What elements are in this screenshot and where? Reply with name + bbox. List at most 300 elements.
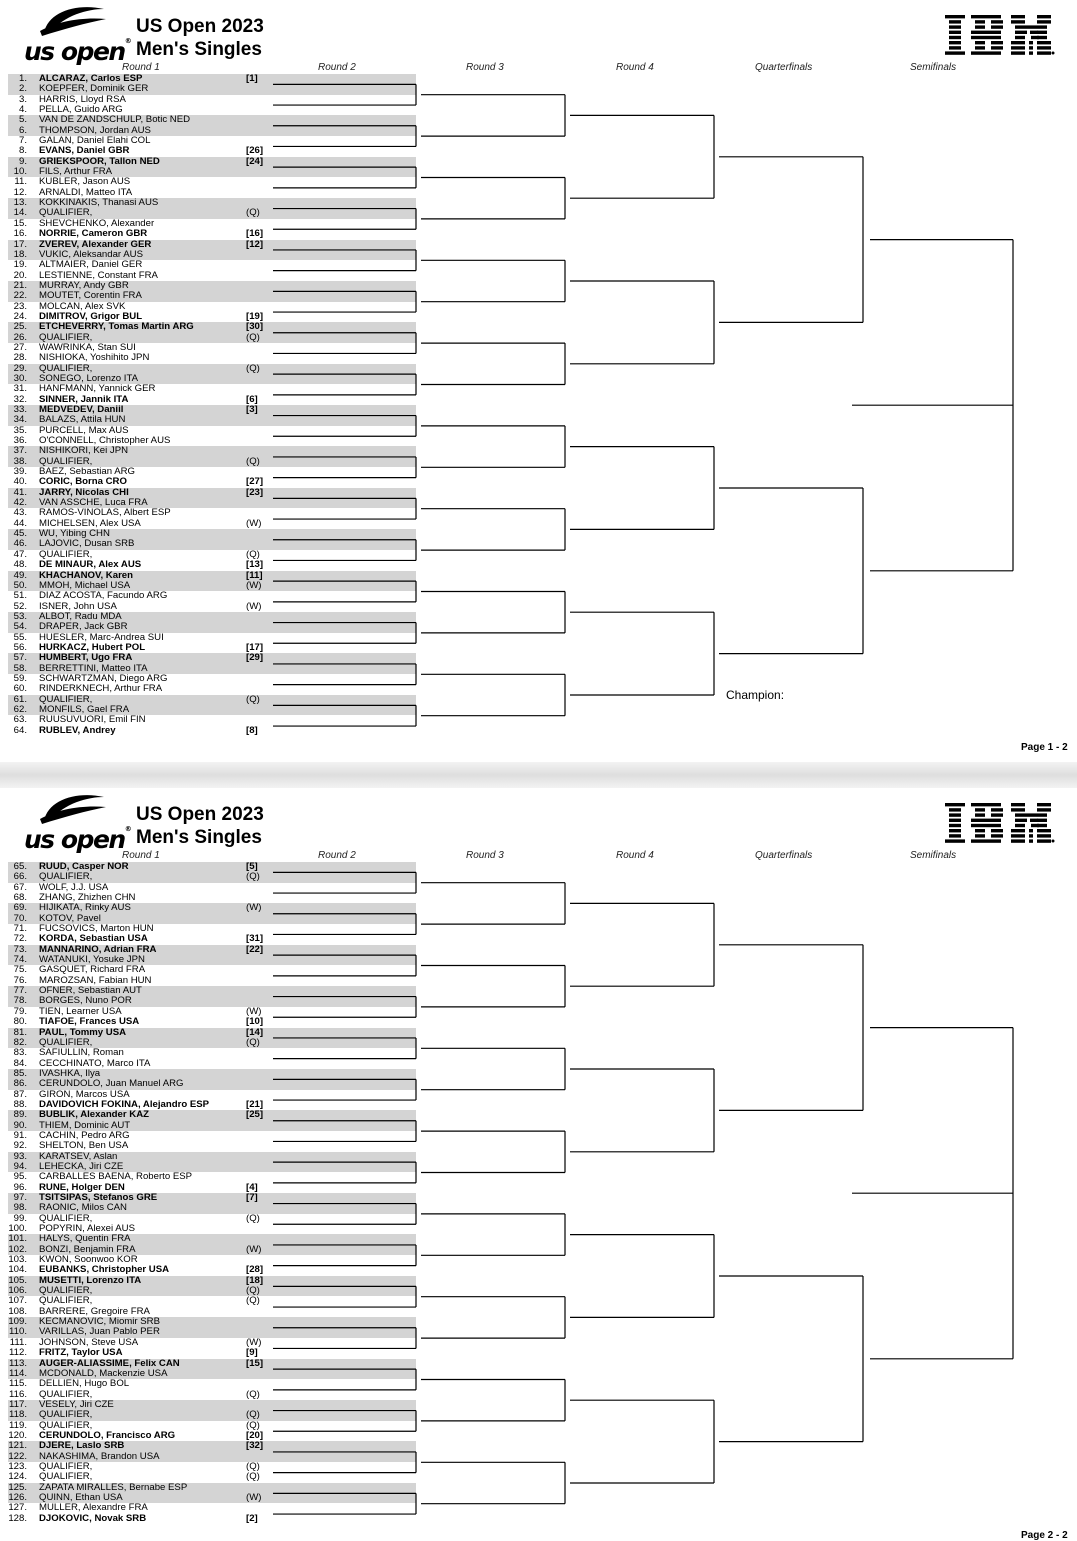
player-name: KHACHANOV, Karen bbox=[39, 569, 134, 581]
round-label-r4: Round 4 bbox=[616, 850, 654, 861]
player-num: 19. bbox=[13, 259, 27, 271]
player-num: 24. bbox=[13, 310, 27, 322]
player-num: 88. bbox=[13, 1098, 27, 1110]
player-num: 113. bbox=[9, 1357, 27, 1369]
player-seed: [7] bbox=[246, 1192, 258, 1203]
player-seed: (W) bbox=[246, 1336, 262, 1348]
player-seed: (Q) bbox=[246, 1036, 260, 1048]
player-name: HUMBERT, Ugo FRA bbox=[39, 652, 133, 664]
player-name: MONFILS, Gael FRA bbox=[39, 703, 130, 715]
player-name: VAN DE ZANDSCHULP, Botic NED bbox=[39, 114, 191, 126]
player-name: DAVIDOVICH FOKINA, Alejandro ESP bbox=[39, 1098, 210, 1110]
player-num: 91. bbox=[13, 1129, 27, 1141]
player-name: LESTIENNE, Constant FRA bbox=[39, 269, 158, 281]
player-seed: [1] bbox=[246, 73, 258, 84]
player-name: PAUL, Tommy USA bbox=[39, 1026, 127, 1038]
player-name: BARRERE, Gregoire FRA bbox=[39, 1305, 150, 1317]
page-number: Page 1 - 2 bbox=[1021, 742, 1068, 753]
player-num: 123. bbox=[8, 1460, 27, 1472]
player-name: RINDERKNECH, Arthur FRA bbox=[39, 683, 163, 695]
player-seed: [26] bbox=[246, 145, 264, 157]
player-name: KOTOV, Pavel bbox=[39, 912, 101, 924]
player-name: GIRON, Marcos USA bbox=[39, 1088, 130, 1100]
player-num: 128. bbox=[8, 1512, 27, 1524]
player-seed: (Q) bbox=[246, 548, 260, 560]
player-seed: [17] bbox=[246, 641, 264, 653]
player-name: BAEZ, Sebastian ARG bbox=[39, 466, 135, 478]
player-name: RAONIC, Milos CAN bbox=[39, 1202, 127, 1214]
player-num: 85. bbox=[13, 1067, 27, 1079]
player-name: TIEN, Learner USA bbox=[39, 1005, 122, 1017]
player-name: WAWRINKA, Stan SUI bbox=[39, 341, 136, 353]
player-name: GASQUET, Richard FRA bbox=[39, 964, 146, 976]
player-num: 41. bbox=[13, 486, 27, 498]
player-name: WOLF, J.J. USA bbox=[39, 881, 109, 893]
player-num: 112. bbox=[9, 1347, 27, 1359]
player-num: 122. bbox=[8, 1450, 27, 1462]
player-name: KORDA, Sebastian USA bbox=[39, 933, 148, 945]
player-num: 78. bbox=[13, 995, 27, 1007]
player-name: QUALIFIER, bbox=[39, 362, 93, 374]
player-seed: (W) bbox=[246, 902, 262, 914]
player-seed: [27] bbox=[246, 476, 264, 488]
player-seed: (Q) bbox=[246, 207, 260, 219]
player-num: 87. bbox=[13, 1088, 27, 1100]
player-name: NISHIOKA, Yoshihito JPN bbox=[39, 352, 150, 364]
player-num: 39. bbox=[13, 466, 27, 478]
player-num: 34. bbox=[13, 414, 27, 426]
player-num: 26. bbox=[13, 331, 27, 343]
player-num: 35. bbox=[13, 424, 27, 436]
player-name: KOEPFER, Dominik GER bbox=[39, 83, 149, 95]
player-name: QUALIFIER, bbox=[39, 207, 93, 219]
player-num: 101. bbox=[8, 1233, 27, 1245]
player-num: 93. bbox=[13, 1150, 27, 1162]
player-num: 59. bbox=[13, 672, 27, 684]
player-seed: [21] bbox=[246, 1098, 264, 1110]
player-seed: [30] bbox=[246, 321, 264, 333]
player-num: 86. bbox=[13, 1078, 27, 1090]
player-name: ARNALDI, Matteo ITA bbox=[39, 186, 133, 198]
player-num: 83. bbox=[13, 1047, 27, 1059]
player-num: 103. bbox=[8, 1254, 27, 1266]
player-name: MURRAY, Andy GBR bbox=[39, 279, 129, 291]
player-name: MOLCAN, Alex SVK bbox=[39, 300, 126, 312]
round-label-r3: Round 3 bbox=[466, 62, 504, 73]
player-seed: [10] bbox=[246, 1016, 264, 1028]
player-name: QUALIFIER, bbox=[39, 331, 93, 343]
player-seed: (Q) bbox=[246, 1419, 260, 1431]
player-name: EUBANKS, Christopher USA bbox=[39, 1264, 170, 1276]
player-seed: [13] bbox=[246, 559, 264, 571]
player-name: MMOH, Michael USA bbox=[39, 579, 131, 591]
player-num: 31. bbox=[13, 383, 27, 395]
player-name: SAFIULLIN, Roman bbox=[39, 1047, 124, 1059]
round-label-r2: Round 2 bbox=[318, 62, 356, 73]
player-num: 58. bbox=[13, 662, 27, 674]
player-seed: (Q) bbox=[246, 331, 260, 343]
player-seed: (W) bbox=[246, 600, 262, 612]
player-name: QUALIFIER, bbox=[39, 1460, 93, 1472]
player-num: 68. bbox=[13, 892, 27, 904]
player-name: MANNARINO, Adrian FRA bbox=[39, 943, 157, 955]
player-num: 37. bbox=[13, 445, 27, 457]
player-num: 8. bbox=[18, 145, 27, 157]
player-num: 22. bbox=[13, 290, 27, 302]
player-name: WATANUKI, Yosuke JPN bbox=[39, 954, 145, 966]
player-num: 100. bbox=[8, 1223, 27, 1235]
player-num: 84. bbox=[13, 1057, 27, 1069]
player-seed: [23] bbox=[246, 486, 264, 498]
player-name: ALTMAIER, Daniel GER bbox=[39, 259, 143, 271]
player-name: RUNE, Holger DEN bbox=[39, 1181, 125, 1193]
player-num: 44. bbox=[13, 517, 27, 529]
player-num: 95. bbox=[13, 1171, 27, 1183]
player-name: TIAFOE, Frances USA bbox=[39, 1016, 140, 1028]
player-seed: (Q) bbox=[246, 1460, 260, 1472]
draw-title: US Open 2023 bbox=[136, 804, 264, 825]
player-name: QUALIFIER, bbox=[39, 1295, 93, 1307]
player-num: 106. bbox=[8, 1285, 27, 1297]
player-name: HANFMANN, Yannick GER bbox=[39, 383, 156, 395]
player-seed: (Q) bbox=[246, 1388, 260, 1400]
player-num: 40. bbox=[13, 476, 27, 488]
player-name: IVASHKA, Ilya bbox=[39, 1067, 101, 1079]
round-label-r1: Round 1 bbox=[122, 850, 160, 861]
player-name: NAKASHIMA, Brandon USA bbox=[39, 1450, 160, 1462]
player-num: 98. bbox=[13, 1202, 27, 1214]
player-name: ETCHEVERRY, Tomas Martin ARG bbox=[39, 321, 194, 333]
player-name: MULLER, Alexandre FRA bbox=[39, 1502, 148, 1514]
player-num: 43. bbox=[13, 507, 27, 519]
player-num: 54. bbox=[13, 621, 27, 633]
player-seed: [6] bbox=[246, 393, 258, 405]
player-name: POPYRIN, Alexei AUS bbox=[39, 1223, 135, 1235]
player-num: 114. bbox=[9, 1367, 27, 1379]
round-label-r1: Round 1 bbox=[122, 62, 160, 73]
player-seed: [31] bbox=[246, 933, 264, 945]
player-name: SHELTON, Ben USA bbox=[39, 1140, 129, 1152]
player-seed: [8] bbox=[246, 724, 258, 736]
player-num: 32. bbox=[13, 393, 27, 405]
player-num: 11. bbox=[14, 176, 27, 188]
player-num: 121. bbox=[8, 1440, 27, 1452]
round-label-qf: Quarterfinals bbox=[755, 850, 813, 861]
draw-page-2 bbox=[0, 788, 1077, 1541]
player-seed: [25] bbox=[246, 1109, 264, 1121]
player-name: DJERE, Laslo SRB bbox=[39, 1440, 125, 1452]
player-name: QUALIFIER, bbox=[39, 1212, 93, 1224]
player-name: DIAZ ACOSTA, Facundo ARG bbox=[39, 590, 168, 602]
player-num: 60. bbox=[13, 683, 27, 695]
player-name: QUALIFIER, bbox=[39, 548, 93, 560]
player-name: PURCELL, Max AUS bbox=[39, 424, 129, 436]
player-seed: [4] bbox=[246, 1181, 258, 1193]
page-separator bbox=[0, 762, 1077, 788]
player-name: TSITSIPAS, Stefanos GRE bbox=[39, 1192, 158, 1203]
player-seed: (W) bbox=[246, 517, 262, 529]
player-num: 50. bbox=[13, 579, 27, 591]
player-num: 66. bbox=[13, 871, 27, 883]
player-name: GALAN, Daniel Elahi COL bbox=[39, 135, 151, 147]
player-seed: [11] bbox=[246, 569, 263, 581]
player-num: 64. bbox=[13, 724, 27, 736]
player-seed: [15] bbox=[246, 1357, 264, 1369]
page-number: Page 2 - 2 bbox=[1021, 1530, 1068, 1541]
player-name: ZAPATA MIRALLES, Bernabe ESP bbox=[39, 1481, 188, 1493]
bracket-lines bbox=[0, 0, 1077, 762]
player-name: HUESLER, Marc-Andrea SUI bbox=[39, 631, 164, 643]
player-name: VAN ASSCHE, Luca FRA bbox=[39, 497, 148, 509]
player-name: HARRIS, Lloyd RSA bbox=[39, 93, 126, 105]
player-name: CERUNDOLO, Francisco ARG bbox=[39, 1429, 176, 1441]
player-name: QUALIFIER, bbox=[39, 455, 93, 467]
player-name: KOKKINAKIS, Thanasi AUS bbox=[39, 197, 159, 209]
player-seed: (Q) bbox=[246, 871, 260, 883]
player-name: DE MINAUR, Alex AUS bbox=[39, 559, 142, 571]
player-name: FRITZ, Taylor USA bbox=[39, 1347, 123, 1359]
player-num: 117. bbox=[9, 1398, 27, 1410]
player-num: 45. bbox=[13, 528, 27, 540]
player-num: 6. bbox=[18, 124, 27, 136]
player-name: ZVEREV, Alexander GER bbox=[39, 238, 152, 250]
player-name: RUBLEV, Andrey bbox=[39, 724, 116, 736]
player-num: 77. bbox=[13, 985, 27, 997]
player-num: 61. bbox=[13, 693, 27, 705]
player-name: DRAPER, Jack GBR bbox=[39, 621, 128, 633]
player-num: 126. bbox=[8, 1491, 27, 1503]
player-num: 33. bbox=[13, 404, 27, 415]
round-label-sf: Semifinals bbox=[910, 850, 957, 861]
player-num: 14. bbox=[13, 207, 27, 219]
player-seed: [22] bbox=[246, 943, 264, 955]
player-name: QUALIFIER, bbox=[39, 1388, 93, 1400]
player-name: EVANS, Daniel GBR bbox=[39, 145, 130, 157]
player-seed: [29] bbox=[246, 652, 264, 664]
player-name: KWON, Soonwoo KOR bbox=[39, 1254, 138, 1266]
player-seed: (Q) bbox=[246, 1212, 260, 1224]
player-name: VARILLAS, Juan Pablo PER bbox=[39, 1326, 160, 1338]
bracket-lines bbox=[0, 788, 1077, 1536]
player-seed: [16] bbox=[246, 228, 264, 240]
player-num: 63. bbox=[13, 714, 27, 726]
player-num: 12. bbox=[13, 186, 27, 198]
player-name: RUUSUVUORI, Emil FIN bbox=[39, 714, 146, 726]
player-num: 127. bbox=[8, 1502, 27, 1514]
player-name: BONZI, Benjamin FRA bbox=[39, 1243, 136, 1255]
player-seed: [32] bbox=[246, 1440, 264, 1452]
player-name: KUBLER, Jason AUS bbox=[39, 176, 131, 188]
player-num: 25. bbox=[13, 321, 27, 333]
player-name: SHEVCHENKO, Alexander bbox=[39, 217, 155, 229]
player-num: 3. bbox=[18, 93, 27, 105]
player-num: 109. bbox=[8, 1316, 27, 1328]
player-seed: [28] bbox=[246, 1264, 264, 1276]
round-label-r2: Round 2 bbox=[318, 850, 356, 861]
player-name: QUALIFIER, bbox=[39, 693, 93, 705]
player-name: LEHECKA, Jiri CZE bbox=[39, 1160, 124, 1172]
player-num: 49. bbox=[13, 569, 27, 581]
player-num: 20. bbox=[13, 269, 27, 281]
player-num: 69. bbox=[13, 902, 27, 914]
player-name: ZHANG, Zhizhen CHN bbox=[39, 892, 136, 904]
player-num: 57. bbox=[13, 652, 27, 664]
player-name: THOMPSON, Jordan AUS bbox=[39, 124, 151, 136]
round-label-sf: Semifinals bbox=[910, 62, 957, 73]
player-num: 67. bbox=[13, 881, 27, 893]
player-num: 111. bbox=[9, 1336, 27, 1348]
player-name: NORRIE, Cameron GBR bbox=[39, 228, 148, 240]
player-name: JARRY, Nicolas CHI bbox=[39, 486, 129, 498]
player-name: SINNER, Jannik ITA bbox=[39, 393, 129, 405]
player-name: JOHNSON, Steve USA bbox=[39, 1336, 139, 1348]
player-seed: (W) bbox=[246, 1005, 262, 1017]
us-open-logo: us open® bbox=[24, 825, 131, 854]
player-name: KECMANOVIC, Miomir SRB bbox=[39, 1316, 160, 1328]
player-name: VESELY, Jiri CZE bbox=[39, 1398, 114, 1410]
player-num: 125. bbox=[8, 1481, 27, 1493]
player-name: ALBOT, Radu MDA bbox=[39, 610, 122, 622]
player-seed: (Q) bbox=[246, 362, 260, 374]
player-num: 97. bbox=[13, 1192, 27, 1203]
player-num: 76. bbox=[13, 974, 27, 986]
player-num: 16. bbox=[13, 228, 27, 240]
player-num: 53. bbox=[13, 610, 27, 622]
player-num: 56. bbox=[13, 641, 27, 653]
player-num: 124. bbox=[8, 1471, 27, 1483]
player-name: CERUNDOLO, Juan Manuel ARG bbox=[39, 1078, 184, 1090]
player-name: KARATSEV, Aslan bbox=[39, 1150, 118, 1162]
player-seed: [18] bbox=[246, 1274, 264, 1286]
player-name: LAJOVIC, Dusan SRB bbox=[39, 538, 135, 550]
player-num: 89. bbox=[13, 1109, 27, 1121]
player-name: BERRETTINI, Matteo ITA bbox=[39, 662, 148, 674]
player-num: 7. bbox=[18, 135, 27, 147]
draw-subtitle: Men's Singles bbox=[136, 827, 262, 848]
player-num: 81. bbox=[13, 1026, 27, 1038]
player-name: MOUTET, Corentin FRA bbox=[39, 290, 142, 302]
player-num: 28. bbox=[13, 352, 27, 364]
player-num: 2. bbox=[18, 83, 27, 95]
player-name: DIMITROV, Grigor BUL bbox=[39, 310, 143, 322]
player-num: 55. bbox=[13, 631, 27, 643]
player-name: MUSETTI, Lorenzo ITA bbox=[39, 1274, 142, 1286]
player-num: 29. bbox=[13, 362, 27, 374]
player-num: 115. bbox=[9, 1378, 27, 1390]
player-num: 72. bbox=[13, 933, 27, 945]
player-name: MAROZSAN, Fabian HUN bbox=[39, 974, 152, 986]
player-num: 104. bbox=[8, 1264, 27, 1276]
player-name: HALYS, Quentin FRA bbox=[39, 1233, 131, 1245]
player-name: MEDVEDEV, Daniil bbox=[39, 404, 124, 415]
player-num: 116. bbox=[9, 1388, 27, 1400]
player-seed: (Q) bbox=[246, 455, 260, 467]
player-name: NISHIKORI, Kei JPN bbox=[39, 445, 129, 457]
player-num: 108. bbox=[8, 1305, 27, 1317]
player-num: 38. bbox=[13, 455, 27, 467]
player-name: QUALIFIER, bbox=[39, 871, 93, 883]
player-name: QUALIFIER, bbox=[39, 1285, 93, 1297]
player-num: 119. bbox=[9, 1419, 27, 1431]
player-num: 48. bbox=[13, 559, 27, 571]
player-name: WU, Yibing CHN bbox=[39, 528, 110, 540]
player-num: 21. bbox=[13, 279, 27, 291]
player-name: DJOKOVIC, Novak SRB bbox=[39, 1512, 147, 1524]
draw-title: US Open 2023 bbox=[136, 16, 264, 37]
player-num: 70. bbox=[13, 912, 27, 924]
player-seed: [9] bbox=[246, 1347, 258, 1359]
player-name: QUALIFIER, bbox=[39, 1409, 93, 1421]
player-num: 118. bbox=[9, 1409, 27, 1421]
player-name: MICHELSEN, Alex USA bbox=[39, 517, 141, 529]
player-seed: (W) bbox=[246, 1491, 262, 1503]
player-seed: [2] bbox=[246, 1512, 258, 1524]
player-name: CACHIN, Pedro ARG bbox=[39, 1129, 130, 1141]
player-seed: [19] bbox=[246, 310, 264, 322]
player-num: 51. bbox=[13, 590, 27, 602]
player-name: VUKIC, Aleksandar AUS bbox=[39, 248, 143, 260]
player-seed: (Q) bbox=[246, 1409, 260, 1421]
player-name: ALCARAZ, Carlos ESP bbox=[39, 73, 143, 84]
us-open-logo: us open® bbox=[24, 37, 131, 66]
player-num: 74. bbox=[13, 954, 27, 966]
player-seed: (Q) bbox=[246, 1471, 260, 1483]
player-seed: (Q) bbox=[246, 693, 260, 705]
player-seed: [3] bbox=[246, 404, 258, 415]
player-seed: (W) bbox=[246, 1243, 262, 1255]
player-num: 13. bbox=[13, 197, 27, 209]
player-seed: [12] bbox=[246, 238, 264, 250]
player-name: QUALIFIER, bbox=[39, 1471, 93, 1483]
player-num: 99. bbox=[13, 1212, 27, 1224]
player-name: PELLA, Guido ARG bbox=[39, 104, 123, 116]
player-name: CARBALLES BAENA, Roberto ESP bbox=[39, 1171, 193, 1183]
player-num: 92. bbox=[13, 1140, 27, 1152]
player-name: DELLIEN, Hugo BOL bbox=[39, 1378, 130, 1390]
player-name: BALAZS, Attila HUN bbox=[39, 414, 126, 426]
player-num: 42. bbox=[13, 497, 27, 509]
player-num: 47. bbox=[13, 548, 27, 560]
player-num: 105. bbox=[8, 1274, 27, 1286]
player-name: FILS, Arthur FRA bbox=[39, 166, 113, 178]
draw-subtitle: Men's Singles bbox=[136, 39, 262, 60]
player-num: 90. bbox=[13, 1119, 27, 1131]
round-label-r4: Round 4 bbox=[616, 62, 654, 73]
player-name: AUGER-ALIASSIME, Felix CAN bbox=[39, 1357, 180, 1369]
player-name: BUBLIK, Alexander KAZ bbox=[39, 1109, 149, 1121]
player-num: 102. bbox=[8, 1243, 27, 1255]
draw-page-1 bbox=[0, 0, 1077, 762]
player-num: 15. bbox=[13, 217, 27, 229]
player-name: SCHWARTZMAN, Diego ARG bbox=[39, 672, 168, 684]
player-num: 71. bbox=[13, 923, 27, 935]
player-name: QUINN, Ethan USA bbox=[39, 1491, 123, 1503]
player-num: 18. bbox=[13, 248, 27, 260]
champion-label: Champion: bbox=[726, 688, 785, 702]
player-name: MCDONALD, Mackenzie USA bbox=[39, 1367, 168, 1379]
player-num: 27. bbox=[13, 341, 27, 353]
player-name: HIJIKATA, Rinky AUS bbox=[39, 902, 131, 914]
player-seed: (Q) bbox=[246, 1285, 260, 1297]
player-num: 17. bbox=[13, 238, 27, 250]
player-num: 94. bbox=[13, 1160, 27, 1172]
player-name: RAMOS-VINOLAS, Albert ESP bbox=[39, 507, 171, 519]
player-num: 73. bbox=[13, 943, 27, 955]
player-num: 65. bbox=[13, 861, 27, 872]
player-seed: [20] bbox=[246, 1429, 264, 1441]
player-seed: [14] bbox=[246, 1026, 264, 1038]
player-name: THIEM, Dominic AUT bbox=[39, 1119, 131, 1131]
